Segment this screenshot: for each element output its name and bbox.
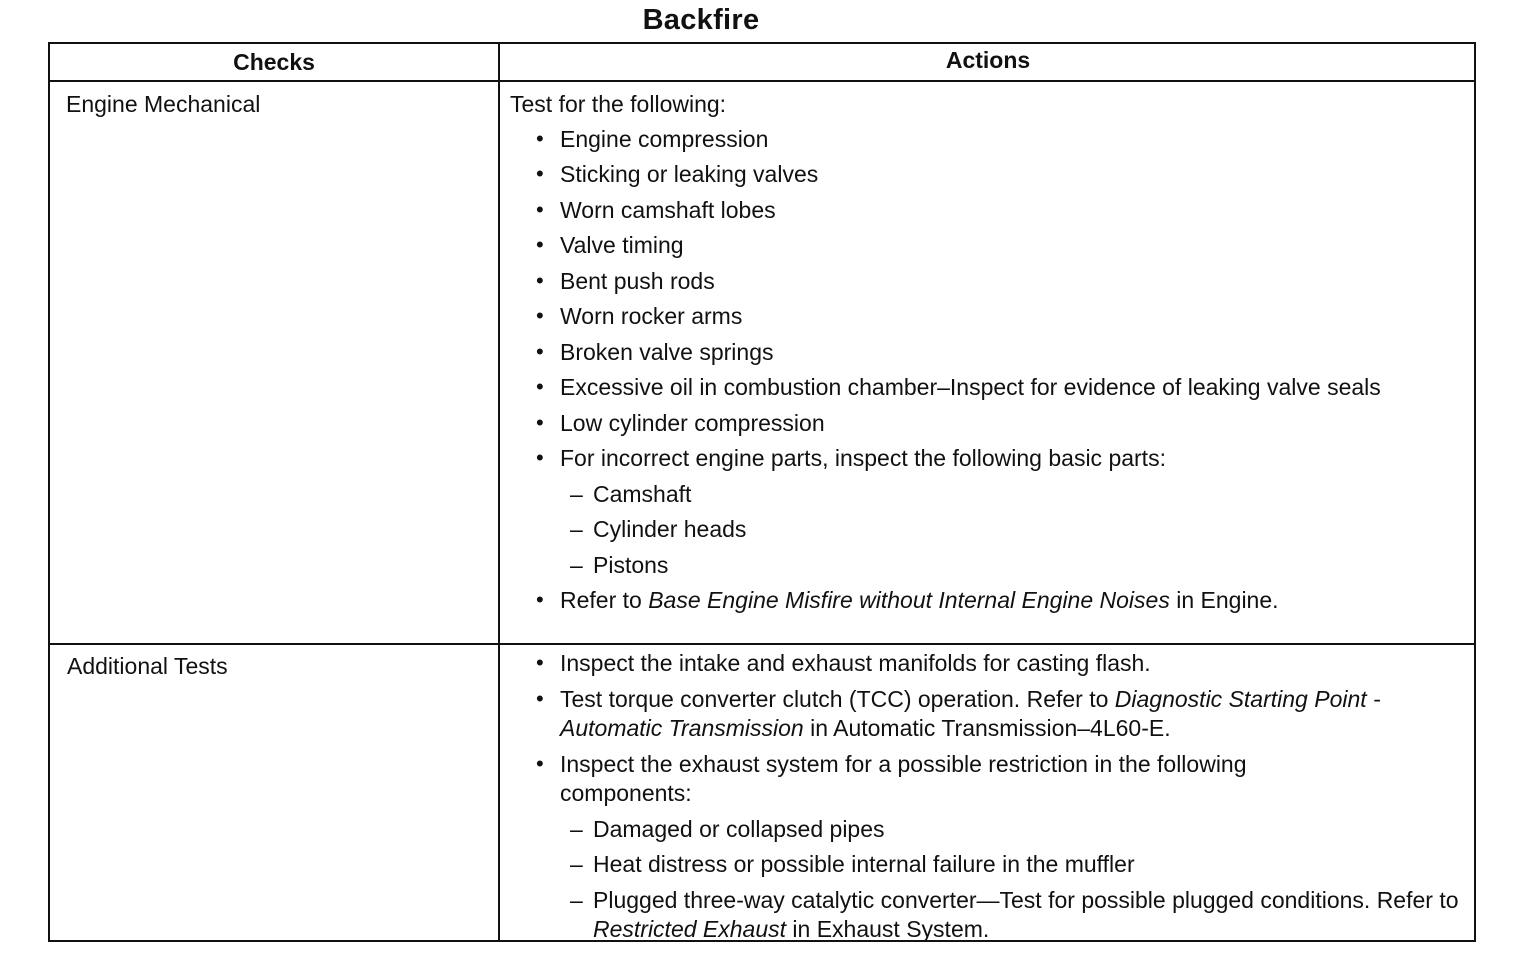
- list-item: • Bent push rods: [536, 267, 715, 294]
- check-additional-tests: Additional Tests: [67, 653, 228, 679]
- list-item: • Low cylinder compression: [536, 409, 825, 436]
- sub-item: – Pistons: [570, 551, 669, 578]
- list-item-refer: • Refer to Base Engine Misfire without Internal Engine Noises in Engine.: [536, 587, 1279, 613]
- page-title: Backfire: [642, 4, 760, 36]
- header-actions: Actions: [945, 47, 1031, 73]
- column-divider: [498, 44, 500, 940]
- actions-additional-tests: [510, 649, 1470, 950]
- check-engine-mechanical: Engine Mechanical: [66, 91, 261, 117]
- list-item: • Sticking or leaking valves: [536, 161, 819, 187]
- header-checks: Checks: [233, 49, 315, 75]
- list-item: • Broken valve springs: [536, 338, 774, 365]
- list-item: • Inspect the intake and exhaust manifolds for casting flash.: [536, 650, 1151, 676]
- sub-item: – Damaged or collapsed pipes: [570, 815, 885, 842]
- list-item: • Inspect the exhaust system for a possible restriction in the following components:: [536, 750, 1247, 806]
- sub-item: – Camshaft: [570, 480, 692, 507]
- list-item: • Test torque converter clutch (TCC) operation. Refer to Diagnostic Starting Point - Automatic Transmission in Automatic Transmission–4L60-E.: [536, 685, 1381, 741]
- list-item: • Valve timing: [536, 232, 684, 258]
- sub-item: – Cylinder heads: [570, 516, 747, 542]
- list-item: • Worn camshaft lobes: [536, 196, 776, 223]
- list-item: • For incorrect engine parts, inspect the following basic parts:: [536, 445, 1166, 471]
- reference-link: Restricted Exhaust: [593, 915, 787, 942]
- sub-item: – Heat distress or possible internal failure in the muffler: [570, 851, 1135, 877]
- reference-link: Diagnostic Starting Point - Automatic Transmission: [560, 685, 1381, 741]
- row-divider: [50, 643, 1474, 645]
- reference-link: Base Engine Misfire without Internal Engine Noises: [648, 587, 1170, 613]
- diagnostic-table: [48, 42, 1476, 942]
- list-item: • Worn rocker arms: [536, 303, 743, 329]
- list-item: • Excessive oil in combustion chamber–Inspect for evidence of leaking valve seals: [536, 374, 1381, 400]
- lead-text: Test for the following:: [510, 91, 727, 117]
- sub-item: – Plugged three-way catalytic converter—Test for possible plugged conditions. Refer to Restricted Exhaust in Exhaust System.: [570, 886, 1459, 942]
- list-item: • Engine compression: [536, 125, 769, 152]
- header-divider: [50, 80, 1474, 82]
- actions-engine-mechanical: [510, 89, 1470, 622]
